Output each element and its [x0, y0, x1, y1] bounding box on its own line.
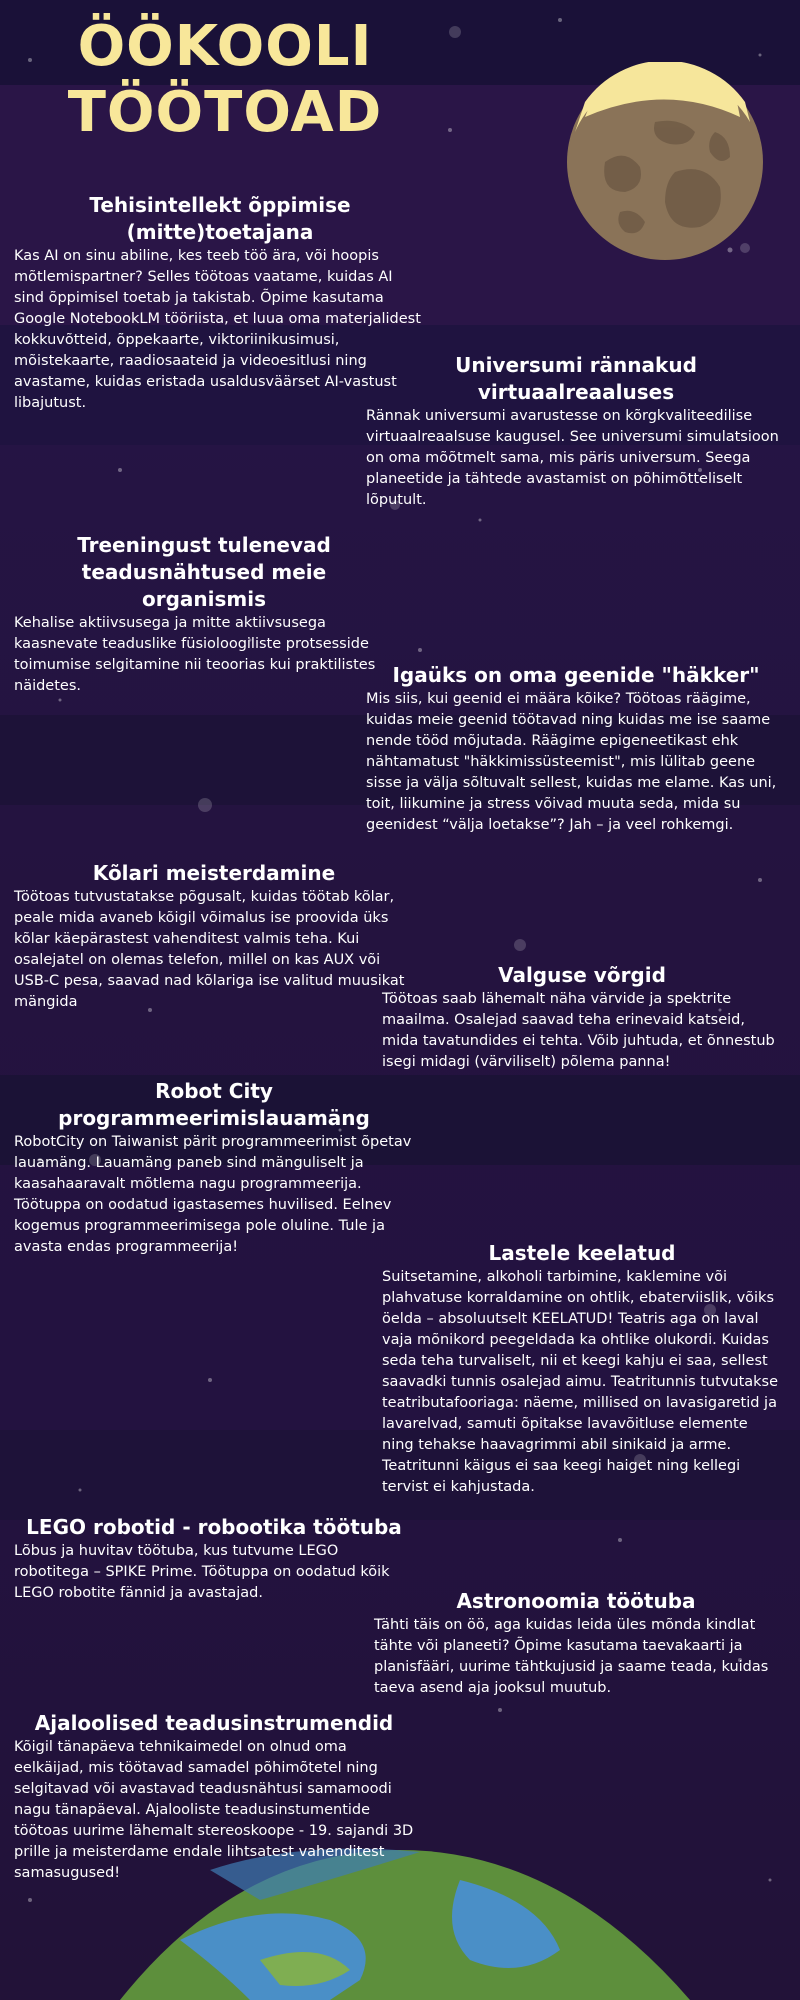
workshop-title: Igaüks on oma geenide "häkker": [392, 663, 760, 687]
workshop-description: Lõbus ja huvitav töötuba, kus tutvume LEGO robotitega – SPIKE Prime. Töötuppa on oodatud kõik LEGO robotite fännid ja avastajad.: [14, 1543, 390, 1601]
workshop-title: Tehisintellekt õppimise (mitte)toetajana: [89, 193, 351, 244]
workshop-astronomy: [374, 1588, 778, 1699]
workshop-description: Kas AI on sinu abiline, kes teeb töö ära, või hoopis mõtlemispartner? Selles töötoas vaatame, kuidas AI sind õppimisel toetab ja takistab. Õpime kasutama Google NotebookLM tööriista, et luua oma materjalidest kokkuvõtteid, õppekaarte, viktoriinikusimusi, mõistekaarte, raadiosaateid ja videoesitlusi ning avastame, kuidas eristada usaldusväärset AI-vastust libajutust.: [14, 248, 421, 411]
page-title: [40, 14, 410, 146]
workshop-title: Kõlari meisterdamine: [92, 861, 336, 885]
workshop-ai: [14, 192, 426, 414]
workshop-description: Töötoas saab lähemalt näha värvide ja spektrite maailma. Osalejad saavad teha erinevaid katseid, mida tavatundides ei tehta. Võib juhtuda, et õnnestub isegi midagi (värviliselt) põlema panna!: [382, 991, 775, 1070]
workshop-description: Kehalise aktiivsusega ja mitte aktiivsusega kaasnevate teaduslike füsioloogiliste protsesside toimumise selgitamine nii teoorias kui praktilistes näidetes.: [14, 615, 376, 694]
workshop-title: LEGO robotid - robootika töötuba: [26, 1515, 402, 1539]
workshop-title: Valguse võrgid: [498, 963, 666, 987]
workshop-light: [382, 962, 782, 1073]
workshop-historical: [14, 1710, 414, 1884]
workshop-speaker: [14, 860, 414, 1013]
workshop-robot-city: [14, 1078, 414, 1258]
workshop-title: Treeningust tulenevad teadusnähtused meie organismis: [77, 533, 331, 611]
workshop-title: Robot City programmeerimislauamäng: [58, 1079, 370, 1130]
workshop-description: Rännak universumi avarustesse on kõrgkvaliteedilise virtuaalreaalsuse kaugusel. See universumi simulatsioon on oma mõõtmelt sama, mis päris universum. Seega planeetide ja tähtede avastamist on põhimõtteliselt lõputult.: [366, 408, 779, 508]
moon-icon: [565, 62, 765, 262]
workshop-lego: [14, 1514, 414, 1604]
workshop-description: Töötoas tutvustatakse põgusalt, kuidas töötab kõlar, peale mida avaneb kõigil võimalus ise proovida üks kõlar käepärastest vahenditest valmis teha. Kui osalejatel on olemas telefon, millel on kas AUX või USB-C pesa, saavad nad kõlariga ise valitud muusikat mängida: [14, 889, 405, 1010]
workshop-title: Ajaloolised teadusinstrumendid: [34, 1711, 394, 1735]
workshop-genes: [366, 662, 786, 836]
workshop-description: Kõigil tänapäeva tehnikaimedel on olnud oma eelkäijad, mis töötavad samadel põhimõtetel ning selgitavad või avastavad teadusnähtusi samamoodi nagu tänapäeval. Ajalooliste teadusinstumentide töötoas uurime lähemalt stereoskoope - 19. sajandi 3D prille ja meisterdame endale lihtsatest vahenditest samasugused!: [14, 1739, 414, 1881]
workshop-title: Astronoomia töötuba: [456, 1589, 696, 1613]
workshop-title: Universumi rännakud virtuaalreaaluses: [455, 353, 697, 404]
workshop-title: Lastele keelatud: [488, 1241, 676, 1265]
workshop-forbidden: [382, 1240, 782, 1498]
workshop-description: Tähti täis on öö, aga kuidas leida üles mõnda kindlat tähte või planeeti? Õpime kasutama taevakaarti ja planisfääri, uurime tähtkujusid ja saame teada, kuidas taeva asend aja jooksul muutub.: [374, 1617, 769, 1696]
workshop-description: Suitsetamine, alkoholi tarbimine, kaklemine või plahvatuse korraldamine on ohtlik, ebaterviislik, võiks öelda – absoluutselt KEELATUD! Teatris aga on laval vaja mõnikord peegeldada ka ohtlike olukordi. Kuidas seda teha turvaliselt, nii et keegi kahju ei saa, sellest saavadki tunnis osalejad aimu. Teatritunnis tutvutakse teatributafooriaga: näeme, millised on lavasigaretid ja lavarelvad, samuti õpitakse lavavõitluse elemente ning tehakse haavagrimmi abil sinikaid ja arme. Teatritunni käigus ei saa keegi haiget ning kellegi tervist ei kahjustada.: [382, 1269, 779, 1495]
workshop-description: RobotCity on Taiwanist pärit programmeerimist õpetav lauamäng. Lauamäng paneb sind mänguliselt ja kaasahaaravalt mõtlema nagu programmeerija. Töötuppa on oodatud igastasemes huvilised. Eelnev kogemus programmeerimisega pole oluline. Tule ja avasta endas programmeerija!: [14, 1134, 412, 1255]
workshop-description: Mis siis, kui geenid ei määra kõike? Töötoas räägime, kuidas meie geenid töötavad ning kuidas me ise saame nende tööd mõjutada. Räägime epigeneetikast ehk nähtamatust "häkkimissüsteemist", mis lülitab geene sisse ja välja sõltuvalt sellest, kuidas me elame. Kas uni, toit, liikumine ja stress võivad muuta seda, mida su geenidest “välja loetakse”? Jah – ja veel rohkemgi.: [366, 691, 777, 833]
workshop-training: [14, 532, 394, 697]
title-line-1: ÖÖKOOLI: [77, 14, 373, 79]
workshop-vr: [366, 352, 786, 511]
title-line-2: TÖÖTOAD: [67, 80, 383, 145]
